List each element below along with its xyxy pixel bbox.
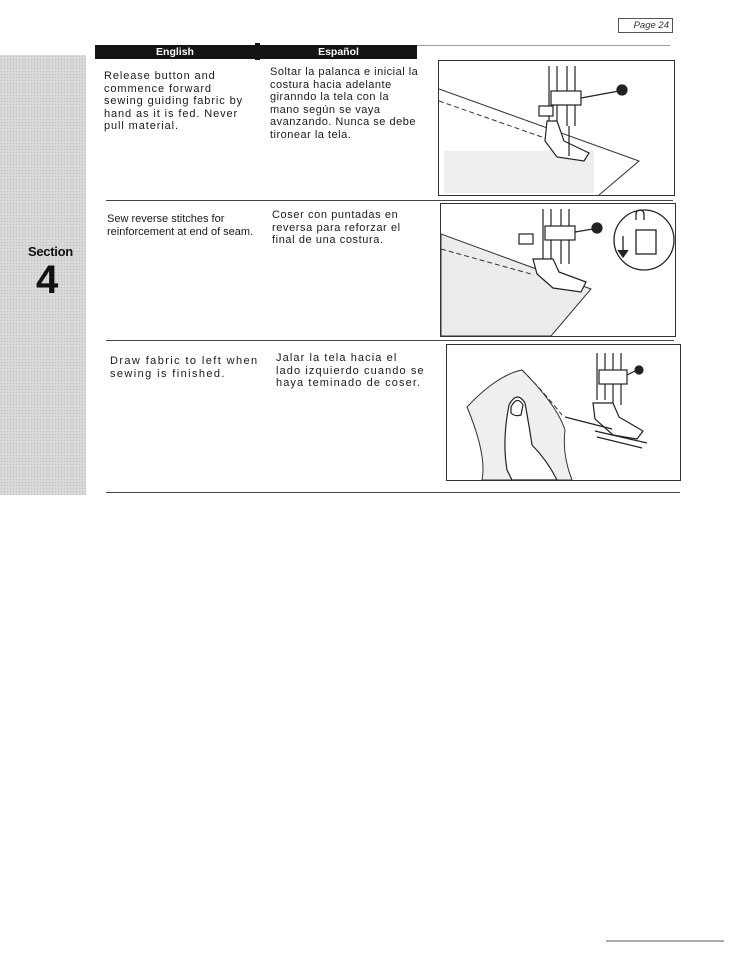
page-number: Page 24 (618, 18, 673, 33)
step-2-english: Sew reverse stitches for reinforcement at end of seam. (107, 213, 254, 238)
step-3-illustration (446, 344, 681, 481)
step-3-rule (106, 492, 680, 493)
section-number: 4 (36, 258, 59, 302)
step-2-spanish: Coser con puntadas en reversa para reforzar el final de una costura. (272, 209, 401, 246)
step-1-illustration (438, 60, 675, 196)
step-1-english: Release button and commence forward sewing guiding fabric by hand as it is fed. Never pull material. (104, 70, 244, 132)
header-spanish: Español (318, 46, 359, 58)
reverse-lever-icon (614, 210, 674, 270)
step-1-spanish: Soltar la palanca e inicial la costura hacia adelante giranndo la tela con la mano según se vaya avanzando. Nunca se debe tironear la tela. (270, 66, 419, 141)
step-2-illustration (440, 203, 676, 337)
step-3-english: Draw fabric to left when sewing is finished. (110, 355, 259, 380)
presser-foot-icon (539, 66, 627, 161)
step-3-spanish: Jalar la tela hacia el lado izquierdo cuando se haya teminado de coser. (276, 352, 425, 389)
step-1-rule (106, 200, 673, 201)
section-label: Section (28, 244, 73, 259)
step-2-rule (106, 340, 674, 341)
bottom-rule (606, 940, 724, 942)
header-english: English (156, 46, 194, 58)
header-rule (417, 45, 670, 46)
presser-foot-icon (565, 353, 647, 448)
